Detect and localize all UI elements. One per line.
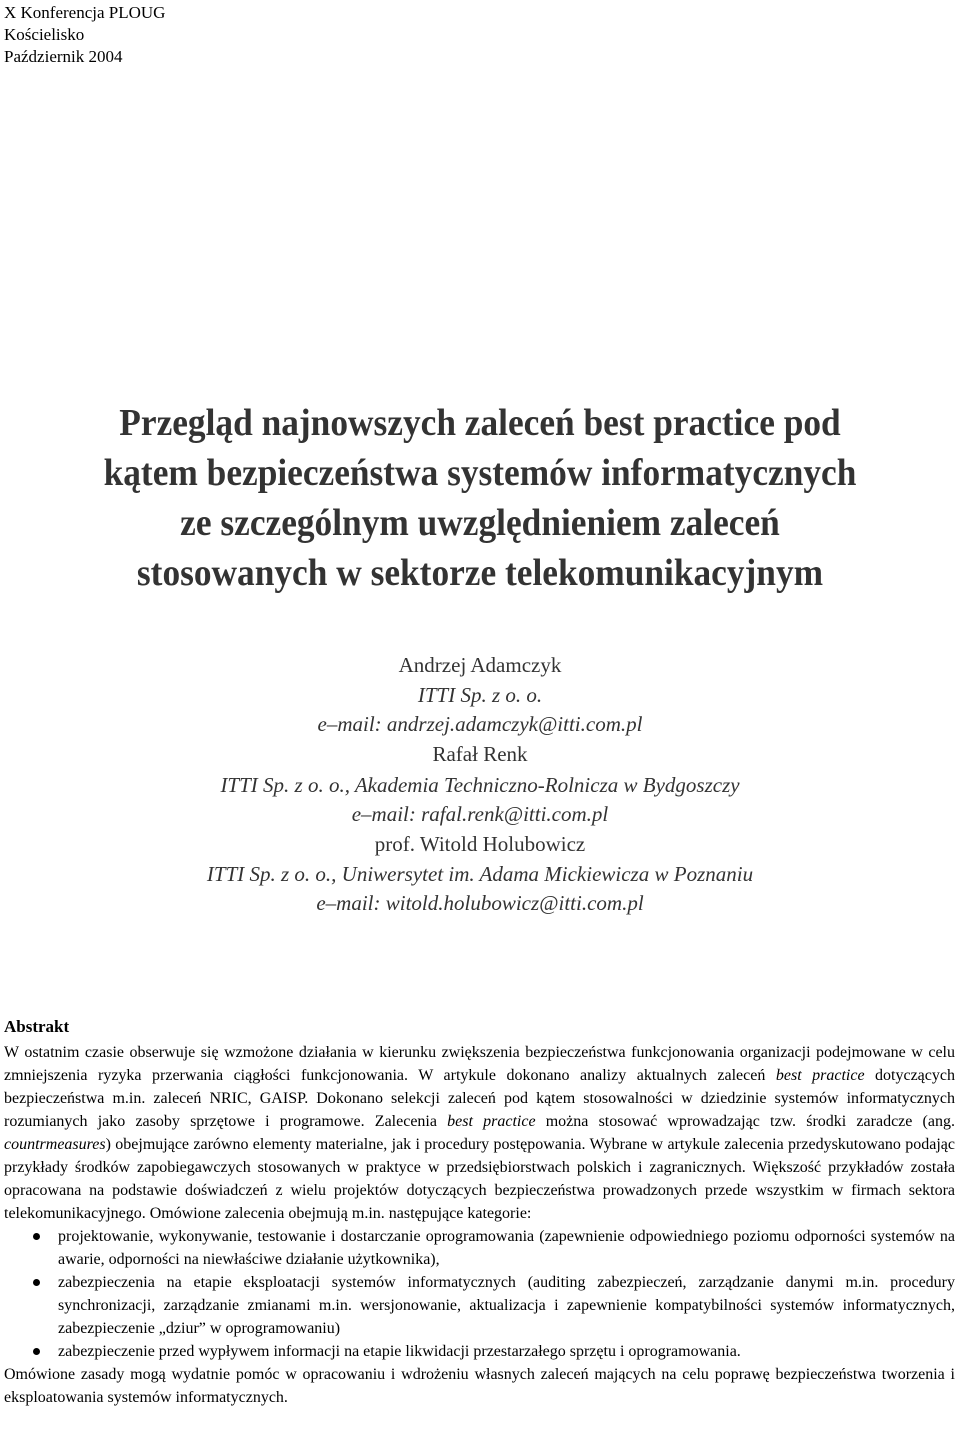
author-email: e–mail: rafal.renk@itti.com.pl xyxy=(351,802,609,826)
title-line-4: stosowanych w sektorze telekomunikacyjnym xyxy=(136,552,824,594)
title-line-1: Przegląd najnowszych zaleceń best practice pod xyxy=(119,402,841,444)
conference-place: Kościelisko xyxy=(4,25,85,44)
conference-name: X Konferencja PLOUG xyxy=(4,3,166,22)
author-affiliation: ITTI Sp. z o. o. xyxy=(417,683,543,707)
author-name: Rafał Renk xyxy=(432,742,528,766)
abstract-italic-term: countrmeasures xyxy=(4,1136,106,1153)
abstract-italic-term: best practice xyxy=(447,1113,536,1130)
bullet-icon xyxy=(33,1233,40,1240)
author-name: prof. Witold Holubowicz xyxy=(374,832,586,856)
conference-date: Październik 2004 xyxy=(4,47,123,66)
conference-header xyxy=(4,2,165,68)
list-item-text: zabezpieczenia na etapie eksploatacji systemów informatycznych (auditing zabezpieczeń, zarządzanie danymi m.in. procedury synchronizacji, zarządzanie zmianami m.in. wersjonowanie, aktualizacja i zapewnienie kompatybilności systemów informatycznych, zabezpieczenie „dziur” w oprogramowaniu) xyxy=(58,1274,955,1337)
abstract-italic-term: best practice xyxy=(775,1067,865,1084)
author-email: e–mail: witold.holubowicz@itti.com.pl xyxy=(316,891,644,915)
title-line-2: kątem bezpieczeństwa systemów informatycznych xyxy=(103,452,857,494)
author-affiliation: ITTI Sp. z o. o., Akademia Techniczno-Rolnicza w Bydgoszczy xyxy=(220,773,740,797)
abstract-closing: Omówione zasady mogą wydatnie pomóc w opracowaniu i wdrożeniu własnych zaleceń mających na celu poprawę bezpieczeństwa tworzenia i eksploatowania systemów informatycznych. xyxy=(4,1366,955,1406)
abstract-text: W ostatnim czasie obserwuje się wzmożone działania w kierunku zwiększenia bezpieczeństwa funkcjonowania organizacji podejmowane w celu zmniejszenia ryzyka przerwania ciągłości funkcjonowania. W artykule dokonano analizy aktualnych zaleceń xyxy=(4,1044,955,1084)
abstract-text: można stosować wprowadzając tzw. środki zaradcze (ang. xyxy=(535,1113,955,1130)
list-item-text: projektowanie, wykonywanie, testowanie i dostarczanie oprogramowania (zapewnienie odpowiedniego poziomu odporności systemów na awarie, odporności na niewłaściwe działanie użytkownika), xyxy=(58,1228,955,1268)
abstract-text: dotyczących bezpieczeństwa m.in. zaleceń NRIC, GAISP. Dokonano selekcji zaleceń pod kątem stosowalności w dziedzinie systemów informatycznych rozumianych jako zasoby sprzętowe i programowe. Zalecenia xyxy=(4,1067,955,1130)
list-item xyxy=(4,1225,955,1271)
abstract-heading: Abstrakt xyxy=(4,1017,70,1036)
list-item xyxy=(4,1271,955,1340)
author-name: Andrzej Adamczyk xyxy=(398,653,562,677)
paper-title xyxy=(34,398,927,598)
abstract-text: ) obejmujące zarówno elementy materialne, jak i procedury postępowania. Wybrane w artykule zalecenia przedyskutowano podając przykłady środków zapobiegawczych stosowanych w praktyce w przedsiębiorstwach polskich i zagranicznych. Większość przykładów została opracowana na podstawie doświadczeń z wielu projektów dotyczących bezpieczeństwa prowadzonych przede wszystkim w firmach sektora telekomunikacyjnego. Omówione zalecenia obejmują m.in. następujące kategorie: xyxy=(4,1136,955,1222)
author-affiliation: ITTI Sp. z o. o., Uniwersytet im. Adama Mickiewicza w Poznaniu xyxy=(206,862,754,886)
title-line-3: ze szczególnym uwzględnieniem zaleceń xyxy=(180,502,780,544)
list-item-text: zabezpieczenie przed wypływem informacji na etapie likwidacji przestarzałego sprzętu i oprogramowania. xyxy=(58,1343,741,1360)
abstract-section xyxy=(4,1015,955,1409)
bullet-icon xyxy=(33,1279,40,1286)
bullet-icon xyxy=(33,1348,40,1355)
list-item xyxy=(4,1340,955,1363)
abstract-paragraph xyxy=(4,1041,955,1225)
category-list xyxy=(4,1225,955,1363)
author-email: e–mail: andrzej.adamczyk@itti.com.pl xyxy=(317,712,643,736)
